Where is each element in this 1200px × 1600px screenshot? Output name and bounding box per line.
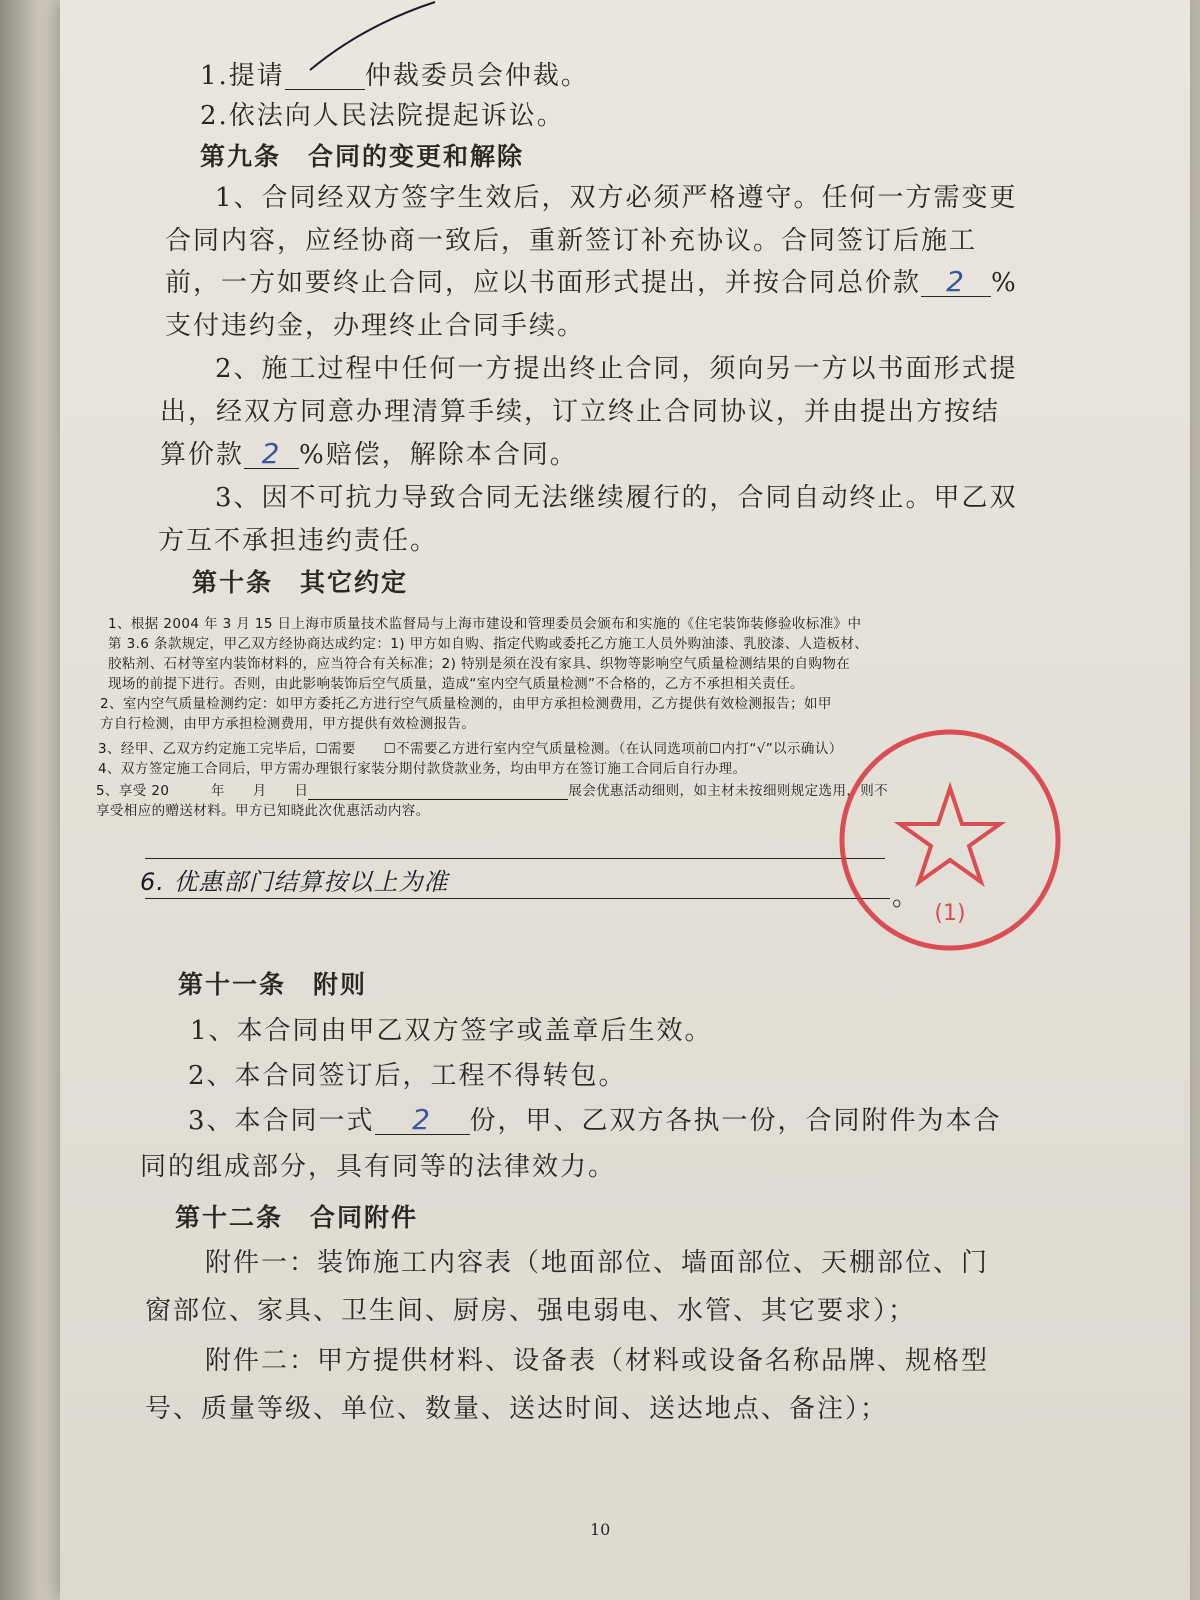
penalty-percent-blank	[921, 265, 991, 298]
strike-through-mark	[300, 0, 440, 80]
small-print-line-8: 4、双方签定施工合同后，甲方需办理银行家装分期付款贷款业务，均由甲方在签订施工合同后自行办理。	[98, 761, 747, 777]
article-11-heading: 第十一条 附则	[178, 970, 368, 999]
small-print-line-5: 2、室内空气质量检测约定：如甲方委托乙方进行空气质量检测的，由甲方承担检测费用，乙方提供有效检测报告；如甲	[100, 696, 832, 712]
article-9-clause-1-line-4: 支付违约金，办理终止合同手续。	[165, 311, 586, 341]
small-print-line-1: 1、根据 2004 年 3 月 15 日上海市质量技术监督局与上海市建设和管理委员会颁布和实施的《住宅装饰装修验收标准》中	[108, 616, 862, 632]
article-9-clause-2-line-2: 出，经双方同意办理清算手续，订立终止合同协议，并由提出方按结	[160, 397, 1001, 427]
percent-sign: %	[991, 268, 1018, 298]
article-11-clause-3-line-2: 同的组成部分，具有同等的法律效力。	[140, 1152, 617, 1182]
attachment-2-line-1: 附件二：甲方提供材料、设备表（材料或设备名称品牌、规格型	[205, 1346, 990, 1376]
promotion-date-text: 5、享受 20 年 月 日	[96, 783, 309, 799]
handwriting-line-top	[145, 858, 885, 859]
arbitration-option-text-end: 仲裁委员会仲裁。	[364, 61, 589, 91]
article-9-clause-1-line-2: 合同内容，应经协商一致后，重新签订补充协议。合同签订后施工	[165, 226, 978, 256]
small-print-line-6: 方自行检测，由甲方承担检测费用，甲方提供有效检测报告。	[100, 716, 476, 732]
svg-text:(1): (1)	[934, 901, 966, 926]
article-9-clause-2-line-3	[160, 434, 578, 471]
arbitration-option-text: 1.提请	[200, 61, 285, 91]
page-number: 10	[590, 1520, 611, 1539]
small-print-line-7: 3、经甲、乙双方约定施工完毕后，☐需要 ☐不需要乙方进行室内空气质量检测。（在认同选项前☐内打“√”以示确认）	[98, 741, 843, 757]
article-9-clause-3-line-2: 方互不承担违约责任。	[158, 526, 439, 556]
handwriting-end-period: 。	[892, 882, 921, 912]
small-print-line-9	[96, 779, 888, 800]
article-9-clause-1-text: 前，一方如要终止合同，应以书面形式提出，并按合同总价款	[165, 268, 922, 298]
handwritten-item-6: 6. 优惠部门结算按以上为准	[140, 868, 449, 896]
promotion-name-blank	[308, 783, 568, 800]
small-print-line-2: 第 3.6 条款规定，甲乙双方经协商达成约定：1) 甲方如自购、指定代购或委托乙方施工人员外购油漆、乳胶漆、人造板材、	[108, 636, 869, 652]
article-11-clause-3-line-1	[188, 1100, 1002, 1137]
compensation-percent-value: 2	[261, 437, 282, 470]
article-9-clause-3-line-1: 3、因不可抗力导致合同无法继续履行的，合同自动终止。甲乙双	[215, 483, 1018, 513]
attachment-1-line-2: 窗部位、家具、卫生间、厨房、强电弱电、水管、其它要求）；	[145, 1296, 917, 1326]
article-9-clause-1-line-3	[165, 262, 1018, 299]
article-9-heading: 第九条 合同的变更和解除	[200, 142, 525, 171]
contract-page	[60, 0, 1190, 1600]
copies-count-value: 2	[412, 1103, 432, 1136]
article-11-clause-2: 2、本合同签订后，工程不得转包。	[188, 1061, 627, 1091]
article-9-clause-1-line-1: 1、合同经双方签字生效后，双方必须严格遵守。任何一方需变更	[215, 183, 1018, 213]
compensation-percent-blank	[244, 437, 299, 470]
attachment-1-line-1: 附件一：装饰施工内容表（地面部位、墙面部位、天棚部位、门	[205, 1248, 990, 1278]
settlement-text-end: %赔偿，解除本合同。	[299, 440, 578, 470]
small-print-line-4: 现场的前提下进行。否则，由此影响装饰后空气质量，造成“室内空气质量检测”不合格的，乙方不承担相关责任。	[108, 676, 804, 692]
article-12-heading: 第十二条 合同附件	[175, 1203, 419, 1232]
settlement-text: 算价款	[160, 440, 245, 470]
copies-count-blank	[375, 1103, 470, 1136]
small-print-line-3: 胶粘剂、石材等室内装饰材料的，应当符合有关标准；2) 特别是须在没有家具、织物等影响空气质量检测结果的自购物在	[108, 656, 851, 672]
company-seal-stamp	[830, 720, 1070, 960]
attachment-2-line-2: 号、质量等级、单位、数量、送达时间、送达地点、备注）；	[145, 1394, 889, 1424]
small-print-line-10: 享受相应的赠送材料。甲方已知晓此次优惠活动内容。	[96, 803, 430, 819]
article-10-heading: 第十条 其它约定	[192, 568, 409, 597]
litigation-option-line: 2.依法向人民法院提起诉讼。	[200, 101, 565, 131]
article-9-clause-2-line-1: 2、施工过程中任何一方提出终止合同，须向另一方以书面形式提	[215, 354, 1018, 384]
copies-text: 3、本合同一式	[188, 1106, 375, 1136]
penalty-percent-value: 2	[946, 265, 966, 298]
promotion-rule-text: 展会优惠活动细则，如主材未按细则规定选用，则不	[568, 783, 889, 799]
handwriting-line-bottom	[145, 898, 890, 899]
article-11-clause-1: 1、本合同由甲乙双方签字或盖章后生效。	[190, 1016, 713, 1046]
copies-text-end: 份，甲、乙双方各执一份，合同附件为本合	[469, 1106, 1002, 1136]
